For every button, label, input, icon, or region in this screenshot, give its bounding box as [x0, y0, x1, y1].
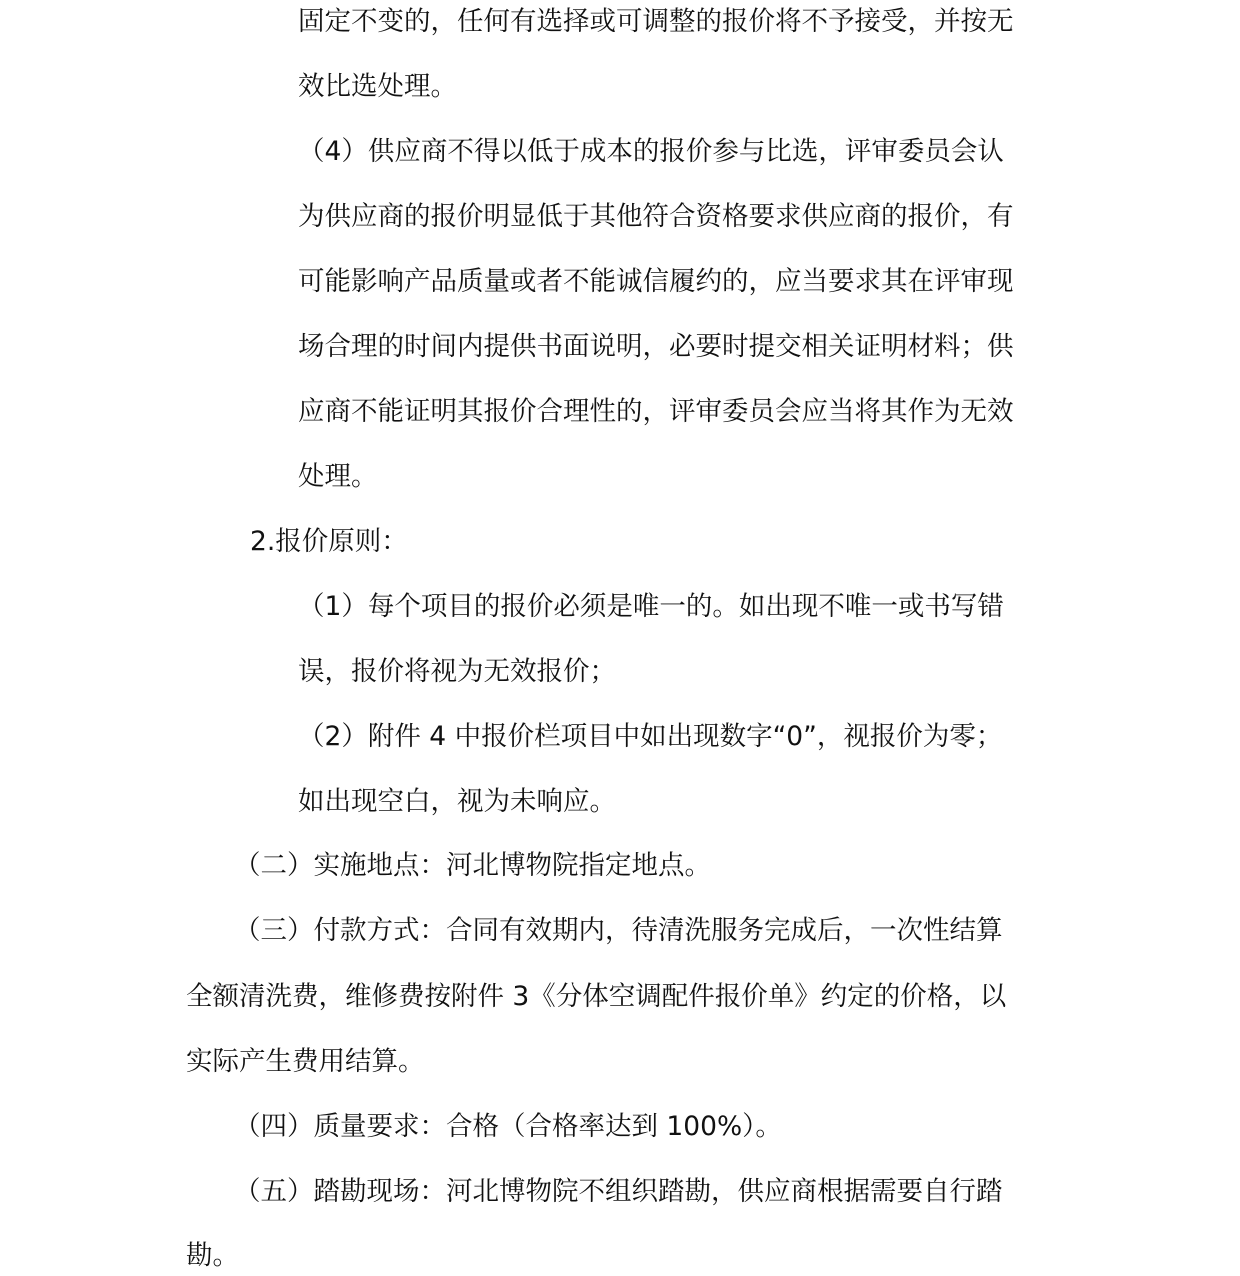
text-line: 固定不变的，任何有选择或可调整的报价将不予接受，并按无 [298, 6, 1014, 37]
text-line: （三）付款方式：合同有效期内，待清洗服务完成后，一次性结算 [234, 915, 1003, 946]
text-line: （4）供应商不得以低于成本的报价参与比选，评审委员会认 [298, 136, 1004, 167]
text-line: （二）实施地点：河北博物院指定地点。 [234, 850, 711, 881]
text-line: 实际产生费用结算。 [186, 1046, 425, 1077]
text-line: 应商不能证明其报价合理性的，评审委员会应当将其作为无效 [298, 396, 1014, 427]
text-line: 效比选处理。 [298, 71, 457, 102]
text-line: 场合理的时间内提供书面说明，必要时提交相关证明材料；供 [298, 331, 1014, 362]
text-line: 误，报价将视为无效报价； [298, 656, 616, 687]
text-line: （四）质量要求：合格（合格率达到 100%）。 [234, 1111, 782, 1142]
text-line: （五）踏勘现场：河北博物院不组织踏勘，供应商根据需要自行踏 [234, 1176, 1003, 1207]
text-line: 处理。 [298, 461, 378, 492]
text-line: 勘。 [186, 1240, 239, 1271]
section-heading: 2.报价原则： [250, 526, 408, 557]
text-line: 为供应商的报价明显低于其他符合资格要求供应商的报价，有 [298, 201, 1014, 232]
text-line: （1）每个项目的报价必须是唯一的。如出现不唯一或书写错 [298, 591, 1004, 622]
text-line: 可能影响产品质量或者不能诚信履约的，应当要求其在评审现 [298, 266, 1014, 297]
text-line: （2）附件 4 中报价栏项目中如出现数字“0”，视报价为零； [298, 721, 1003, 752]
text-line: 全额清洗费，维修费按附件 3《分体空调配件报价单》约定的价格，以 [186, 981, 1007, 1012]
text-line: 如出现空白，视为未响应。 [298, 786, 616, 817]
